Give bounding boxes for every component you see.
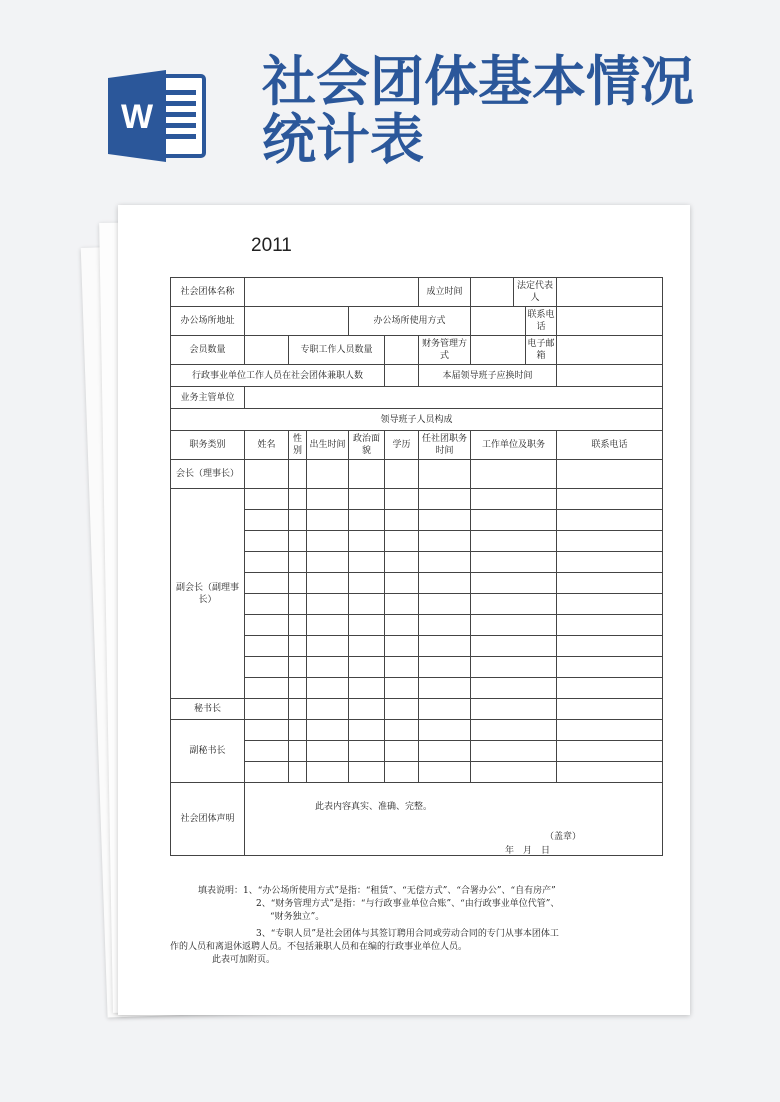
- table-cell[interactable]: [307, 510, 349, 531]
- table-cell[interactable]: [289, 510, 307, 531]
- table-cell[interactable]: [289, 762, 307, 783]
- statement-text: 此表内容真实、准确、完整。: [315, 802, 433, 812]
- table-cell[interactable]: [385, 531, 419, 552]
- value-contact-phone[interactable]: [557, 307, 663, 336]
- table-cell[interactable]: [245, 657, 289, 678]
- table-cell[interactable]: [307, 720, 349, 741]
- table-cell[interactable]: [419, 531, 471, 552]
- note-line-2: 2、“财务管理方式”是指：“与行政事业单位合账”、“由行政事业单位代管”、: [256, 899, 560, 909]
- table-cell[interactable]: [289, 573, 307, 594]
- table-cell[interactable]: [419, 657, 471, 678]
- statement-row: [171, 783, 663, 856]
- table-cell[interactable]: [471, 720, 557, 741]
- table-cell[interactable]: [245, 594, 289, 615]
- table-cell[interactable]: [289, 720, 307, 741]
- leadership-header-row: [171, 431, 663, 460]
- table-cell[interactable]: [245, 762, 289, 783]
- table-cell[interactable]: [471, 460, 557, 489]
- table-cell[interactable]: [245, 615, 289, 636]
- table-cell[interactable]: [289, 489, 307, 510]
- table-row: [171, 460, 663, 489]
- table-cell[interactable]: [245, 573, 289, 594]
- table-cell[interactable]: [385, 615, 419, 636]
- table-cell[interactable]: [471, 741, 557, 762]
- table-cell[interactable]: [245, 489, 289, 510]
- table-cell[interactable]: [471, 636, 557, 657]
- table-row: [171, 678, 663, 699]
- table-cell[interactable]: [307, 615, 349, 636]
- finance-and-email-cell: [471, 336, 557, 365]
- word-doc-icon: [108, 70, 208, 162]
- table-cell[interactable]: [289, 699, 307, 720]
- leadership-title-row: [171, 409, 663, 431]
- table-row: [171, 720, 663, 741]
- table-cell[interactable]: [307, 636, 349, 657]
- document-year: 2011: [251, 235, 292, 256]
- table-cell[interactable]: [419, 762, 471, 783]
- label-contact-phone: 联系电话: [527, 310, 555, 332]
- table-cell[interactable]: [557, 762, 663, 783]
- table-cell[interactable]: [349, 573, 385, 594]
- label-parttime-officials: 行政事业单位工作人员在社会团体兼职人数: [171, 365, 385, 387]
- value-office-address[interactable]: [245, 307, 349, 336]
- table-cell[interactable]: [557, 615, 663, 636]
- table-cell[interactable]: [349, 510, 385, 531]
- table-cell[interactable]: [307, 573, 349, 594]
- note-line-5: 作的人员和离退休返聘人员。不包括兼职人员和在编的行政事业单位人员。: [170, 942, 468, 952]
- table-cell[interactable]: [385, 594, 419, 615]
- table-cell[interactable]: [307, 531, 349, 552]
- role-deputy-secretary: 副秘书长: [171, 720, 245, 783]
- table-row: [171, 573, 663, 594]
- label-legal-rep: 法定代表人: [516, 281, 553, 303]
- title-line-2: 统计表: [262, 107, 424, 171]
- col-gender: 性别: [289, 431, 307, 460]
- label-org-name: 社会团体名称: [171, 278, 245, 307]
- table-cell[interactable]: [419, 636, 471, 657]
- table-cell[interactable]: [419, 460, 471, 489]
- table-cell[interactable]: [557, 657, 663, 678]
- table-cell[interactable]: [385, 636, 419, 657]
- value-office-usage[interactable]: [471, 307, 526, 335]
- note-line-3: “财务独立”。: [270, 912, 325, 922]
- table-cell[interactable]: [471, 657, 557, 678]
- table-cell[interactable]: [349, 489, 385, 510]
- table-row: [171, 657, 663, 678]
- table-cell[interactable]: [349, 699, 385, 720]
- value-supervisor-unit[interactable]: [245, 387, 663, 409]
- role-secretary-general: 秘书长: [171, 699, 245, 720]
- table-row: [171, 531, 663, 552]
- value-leadership-term[interactable]: [557, 365, 663, 387]
- table-cell[interactable]: [289, 460, 307, 489]
- title-line-1: 社会团体基本情况: [262, 49, 694, 113]
- label-established: 成立时间: [419, 278, 471, 307]
- col-education: 学历: [385, 431, 419, 460]
- table-cell[interactable]: [349, 720, 385, 741]
- date-label: 年 月 日: [505, 846, 551, 856]
- table-cell[interactable]: [419, 552, 471, 573]
- table-cell[interactable]: [245, 741, 289, 762]
- value-finance-mode[interactable]: [471, 336, 526, 364]
- table-cell[interactable]: [349, 762, 385, 783]
- role-president: 会长（理事长）: [171, 460, 245, 489]
- table-row: [171, 636, 663, 657]
- table-cell[interactable]: [245, 678, 289, 699]
- table-cell[interactable]: [385, 510, 419, 531]
- table-cell[interactable]: [385, 460, 419, 489]
- statistics-form: [170, 277, 663, 856]
- table-row: [171, 699, 663, 720]
- table-cell[interactable]: [557, 720, 663, 741]
- form-row-basic-1: [171, 278, 663, 307]
- label-office-address: 办公场所地址: [171, 307, 245, 336]
- note-line-1: 填表说明：1、“办公场所使用方式”是指：“租赁”、“无偿方式”、“合署办公”、“自有房产”: [198, 886, 556, 896]
- form-row-basic-3: [171, 336, 663, 365]
- table-cell[interactable]: [385, 657, 419, 678]
- table-cell[interactable]: [557, 636, 663, 657]
- table-cell[interactable]: [385, 720, 419, 741]
- table-cell[interactable]: [385, 741, 419, 762]
- table-row: [171, 594, 663, 615]
- table-cell[interactable]: [557, 510, 663, 531]
- role-vice-president: 副会长（副理事长）: [171, 489, 245, 699]
- table-cell[interactable]: [471, 531, 557, 552]
- word-icon-letter: W: [120, 98, 154, 136]
- value-fulltime-staff[interactable]: [385, 336, 419, 365]
- table-cell[interactable]: [471, 552, 557, 573]
- note-line-6: 此表可加附页。: [212, 955, 276, 965]
- table-cell[interactable]: [557, 552, 663, 573]
- table-cell[interactable]: [419, 594, 471, 615]
- col-role: 职务类别: [171, 431, 245, 460]
- table-cell[interactable]: [419, 678, 471, 699]
- table-cell[interactable]: [385, 489, 419, 510]
- value-email[interactable]: [557, 336, 663, 365]
- label-supervisor-unit: 业务主管单位: [171, 387, 245, 409]
- value-legal-rep[interactable]: [557, 278, 663, 307]
- table-cell[interactable]: [349, 678, 385, 699]
- table-cell[interactable]: [385, 762, 419, 783]
- table-row: [171, 489, 663, 510]
- table-cell[interactable]: [289, 678, 307, 699]
- statement-cell: [245, 783, 663, 856]
- table-cell[interactable]: [289, 636, 307, 657]
- table-cell[interactable]: [349, 531, 385, 552]
- table-cell[interactable]: [419, 720, 471, 741]
- table-cell[interactable]: [349, 615, 385, 636]
- table-cell[interactable]: [245, 460, 289, 489]
- table-cell[interactable]: [307, 594, 349, 615]
- table-cell[interactable]: [349, 552, 385, 573]
- established-and-rep-cell: [471, 278, 557, 307]
- statement-label: 社会团体声明: [171, 783, 245, 856]
- table-cell[interactable]: [557, 489, 663, 510]
- usage-and-phone-cell: [471, 307, 557, 336]
- value-org-name[interactable]: [245, 278, 419, 307]
- table-cell[interactable]: [289, 552, 307, 573]
- table-cell[interactable]: [471, 594, 557, 615]
- value-member-count[interactable]: [245, 336, 289, 365]
- value-established[interactable]: [471, 278, 514, 306]
- leadership-title: 领导班子人员构成: [171, 409, 663, 431]
- table-cell[interactable]: [557, 531, 663, 552]
- form-row-basic-4: [171, 365, 663, 387]
- table-cell[interactable]: [557, 573, 663, 594]
- table-cell[interactable]: [385, 678, 419, 699]
- table-cell[interactable]: [349, 657, 385, 678]
- table-cell[interactable]: [349, 741, 385, 762]
- table-cell[interactable]: [419, 573, 471, 594]
- table-cell[interactable]: [307, 552, 349, 573]
- form-row-basic-5: [171, 387, 663, 409]
- table-row: [171, 552, 663, 573]
- table-cell[interactable]: [289, 594, 307, 615]
- col-name: 姓名: [245, 431, 289, 460]
- table-cell[interactable]: [419, 489, 471, 510]
- table-cell[interactable]: [245, 699, 289, 720]
- table-cell[interactable]: [307, 741, 349, 762]
- table-cell[interactable]: [307, 678, 349, 699]
- table-cell[interactable]: [557, 699, 663, 720]
- col-tenure: 任社团职务时间: [419, 431, 471, 460]
- table-cell[interactable]: [471, 489, 557, 510]
- table-cell[interactable]: [419, 699, 471, 720]
- table-cell[interactable]: [557, 741, 663, 762]
- label-finance-mode: 财务管理方式: [419, 336, 471, 365]
- table-cell[interactable]: [471, 510, 557, 531]
- table-cell[interactable]: [419, 510, 471, 531]
- table-cell[interactable]: [557, 460, 663, 489]
- table-cell[interactable]: [349, 636, 385, 657]
- table-cell[interactable]: [471, 678, 557, 699]
- table-cell[interactable]: [471, 762, 557, 783]
- label-office-usage: 办公场所使用方式: [349, 307, 471, 336]
- table-cell[interactable]: [245, 552, 289, 573]
- table-row: [171, 510, 663, 531]
- label-leadership-term: 本届领导班子应换时间: [419, 365, 557, 387]
- col-birth: 出生时间: [307, 431, 349, 460]
- table-cell[interactable]: [349, 594, 385, 615]
- note-line-4: 3、“专职人员”是社会团体与其签订聘用合同或劳动合同的专门从事本团体工: [256, 929, 559, 939]
- table-cell[interactable]: [471, 615, 557, 636]
- table-row: [171, 741, 663, 762]
- table-cell[interactable]: [245, 510, 289, 531]
- table-cell[interactable]: [419, 741, 471, 762]
- table-cell[interactable]: [349, 460, 385, 489]
- table-cell[interactable]: [289, 531, 307, 552]
- table-cell[interactable]: [245, 531, 289, 552]
- table-cell[interactable]: [307, 657, 349, 678]
- table-cell[interactable]: [307, 489, 349, 510]
- form-row-basic-2: [171, 307, 663, 336]
- table-row: [171, 762, 663, 783]
- table-cell[interactable]: [557, 678, 663, 699]
- table-cell[interactable]: [471, 699, 557, 720]
- table-cell[interactable]: [385, 573, 419, 594]
- form-notes: [170, 885, 670, 967]
- value-parttime-officials[interactable]: [385, 365, 419, 387]
- table-cell[interactable]: [289, 657, 307, 678]
- col-phone: 联系电话: [557, 431, 663, 460]
- table-cell[interactable]: [307, 460, 349, 489]
- table-cell[interactable]: [289, 615, 307, 636]
- table-cell[interactable]: [471, 573, 557, 594]
- page-title: [262, 49, 694, 171]
- table-cell[interactable]: [307, 762, 349, 783]
- table-cell[interactable]: [245, 636, 289, 657]
- label-email: 电子邮箱: [527, 339, 555, 361]
- label-member-count: 会员数量: [171, 336, 245, 365]
- document-page: [118, 205, 690, 1015]
- table-row: [171, 615, 663, 636]
- seal-label: （盖章）: [545, 832, 582, 842]
- col-political: 政治面貌: [349, 431, 385, 460]
- table-cell[interactable]: [385, 699, 419, 720]
- table-cell[interactable]: [385, 552, 419, 573]
- table-cell[interactable]: [245, 720, 289, 741]
- table-cell[interactable]: [557, 594, 663, 615]
- table-cell[interactable]: [289, 741, 307, 762]
- label-fulltime-staff: 专职工作人员数量: [289, 336, 385, 365]
- col-workplace: 工作单位及职务: [471, 431, 557, 460]
- table-cell[interactable]: [307, 699, 349, 720]
- table-cell[interactable]: [419, 615, 471, 636]
